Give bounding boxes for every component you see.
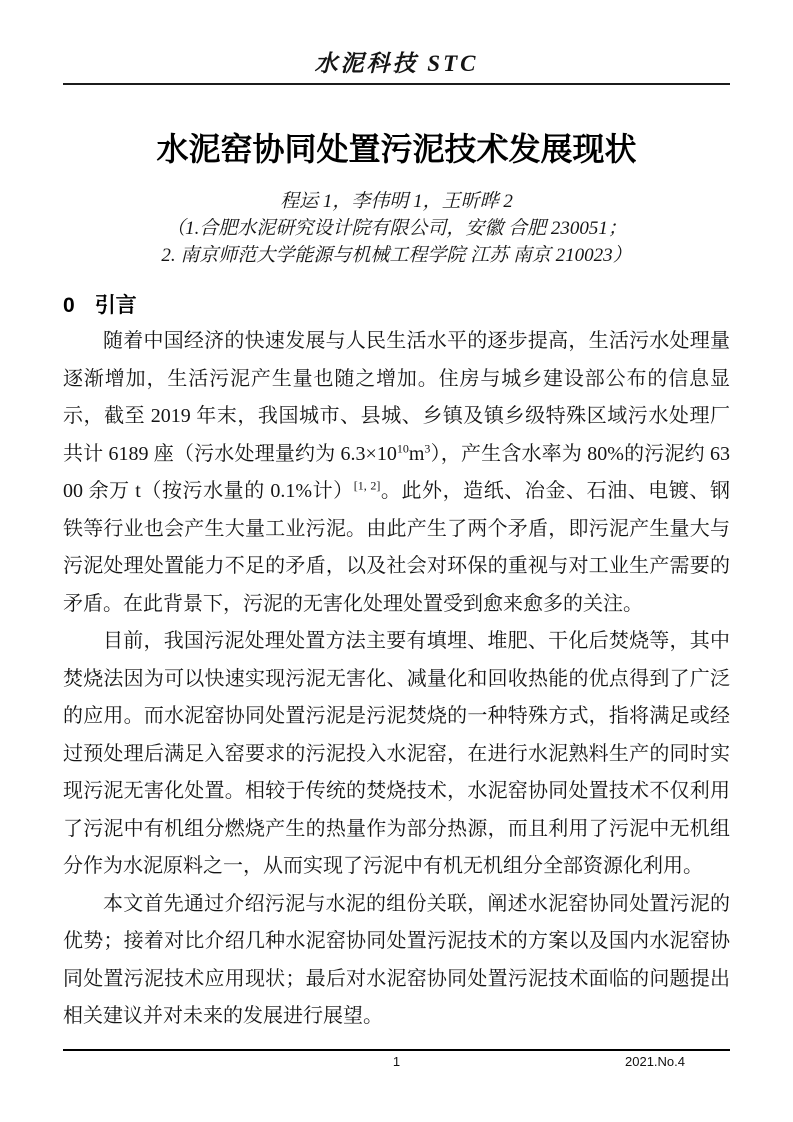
affiliation-line-1: （1.合肥水泥研究设计院有限公司，安徽 合肥 230051； [166,218,627,239]
paragraph-2: 目前，我国污泥处理处置方法主要有填埋、堆肥、干化后焚烧等，其中焚烧法因为可以快速实现污泥无害化、减量化和回收热能的优点得到了广泛的应用。而水泥窑协同处置污泥是污泥焚烧的一种特殊方式，指将满足或经过预处理后满足入窑要求的污泥投入水泥窑，在进行水泥熟料生产的同时实现污泥无害化处置。相较于传统的焚烧技术，水泥窑协同处置技术不仅利用了污泥中有机组分燃烧产生的热量作为部分热源，而且利用了污泥中无机组分作为水泥原料之一，从而实现了污泥中有机无机组分全部资源化利用。 [63,630,730,877]
section-body [63,323,730,1036]
paragraph-1: 随着中国经济的快速发展与人民生活水平的逐步提高，生活污水处理量逐渐增加，生活污泥产生量也随之增加。住房与城乡建设部公布的信息显示，截至 2019 年末，我国城市、县城、乡镇及镇乡级特殊区域污水处理厂共计 6189 座（污水处理量约为 $6.3\times 10^{10}m^3$），产生含水率为 80%的污泥约 6300 余万 t（按污水量的 0.1%计）[1, 2]。此外，造纸、冶金、石油、电镀、钢铁等行业也会产生大量工业污泥。由此产生了两个矛盾，即污泥产生量大与污泥处理处置能力不足的矛盾，以及社会对环保的重视与对工业生产需要的矛盾。在此背景下，污泥的无害化处理处置受到愈来愈多的关注。 [63,330,731,615]
header-rule [63,83,730,85]
page-footer [63,1049,730,1073]
section-heading [63,291,730,321]
paragraph-3: 本文首先通过介绍污泥与水泥的组份关联，阐述水泥窑协同处置污泥的优势；接着对比介绍几种水泥窑协同处置污泥技术的方案以及国内水泥窑协同处置污泥技术应用现状；最后对水泥窑协同处置污泥技术面临的问题提出相关建议并对未来的发展进行展望。 [63,892,730,1027]
issue-label: 2021.No.4 [625,1054,685,1069]
article-title: 水泥窑协同处置污泥技术发展现状 [156,131,637,167]
journal-header: 水泥科技 STC [314,51,479,76]
page-number: 1 [392,1054,401,1069]
authors-line: 程运 1，李伟明 1，王昕晔 2 [280,191,513,212]
section-number: 0 [63,294,75,317]
section-title: 引言 [94,294,137,317]
affiliation-line-2: 2. 南京师范大学能源与机械工程学院 江苏 南京 210023） [161,245,632,266]
